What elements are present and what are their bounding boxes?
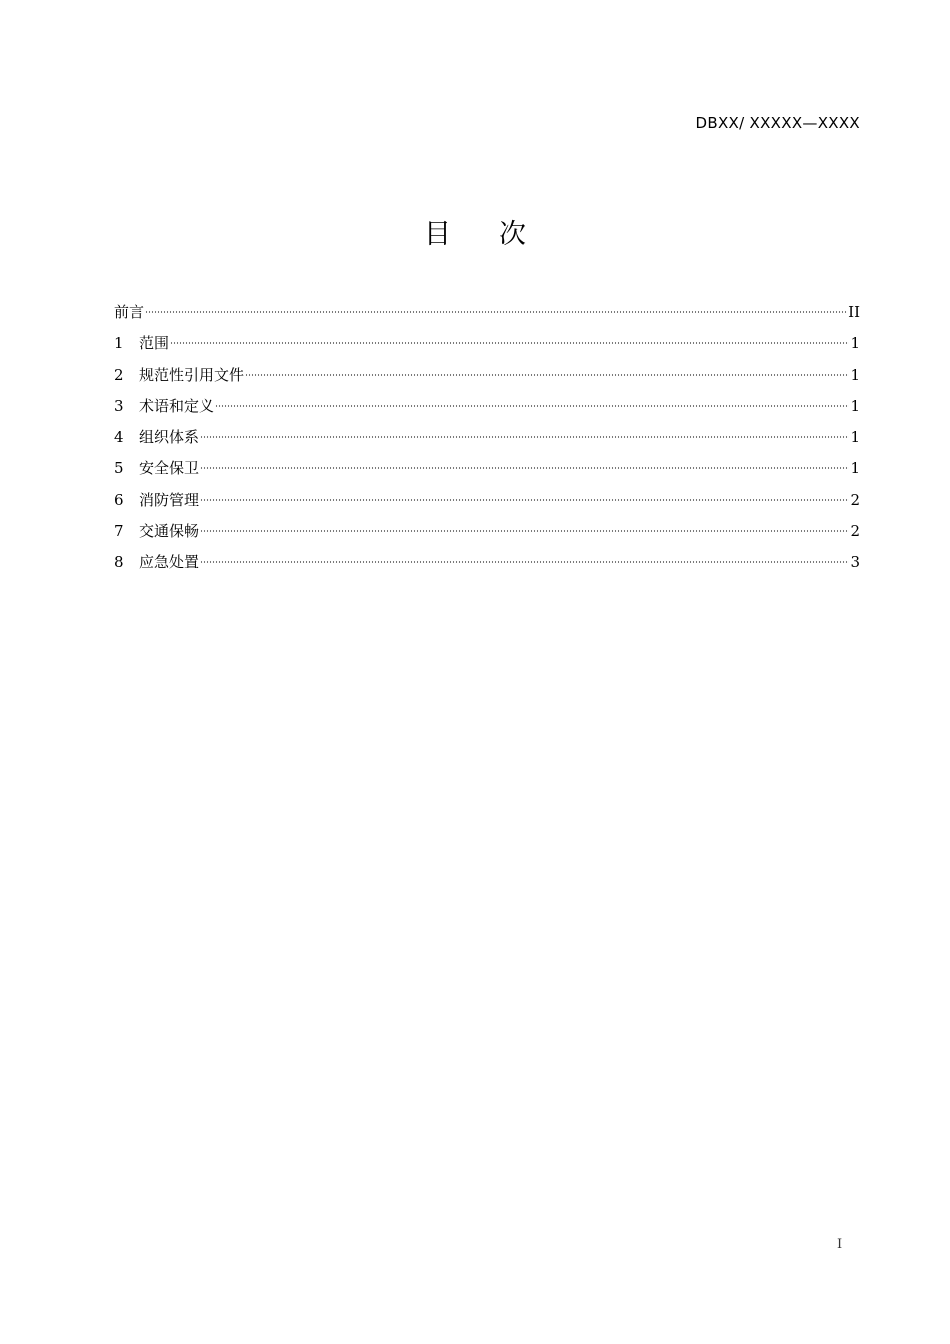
toc-dot-leader	[245, 373, 849, 377]
toc-dot-leader	[200, 435, 849, 439]
toc-dot-leader	[200, 498, 849, 502]
toc-entry-label: 范围	[139, 334, 170, 353]
toc-entry-6[interactable]	[114, 488, 860, 519]
toc-entry-label: 消防管理	[139, 490, 200, 509]
toc-entry-number: 1	[114, 334, 124, 353]
title-char-2: 次	[499, 219, 526, 250]
toc-entry-number: 8	[114, 553, 124, 572]
toc-entry-number: 6	[114, 490, 124, 509]
toc-entry-1[interactable]	[114, 331, 860, 362]
toc-entry-5[interactable]	[114, 456, 860, 487]
toc-entry-number: 7	[114, 522, 124, 541]
toc-dot-leader	[145, 310, 847, 314]
toc-entry-label: 组织体系	[139, 428, 200, 447]
toc-entry-8[interactable]	[114, 550, 860, 581]
toc-entry-label: 交通保畅	[139, 522, 200, 541]
toc-entry-foreword[interactable]	[114, 300, 860, 331]
toc-entry-label: 前言	[114, 303, 145, 321]
toc-entry-page: 1	[850, 459, 860, 478]
toc-entry-page: 2	[850, 522, 860, 541]
toc-entry-label: 规范性引用文件	[139, 365, 245, 384]
title-char-1: 目	[424, 219, 451, 250]
toc-entry-page: 2	[850, 490, 860, 509]
toc-entry-page: 1	[850, 365, 860, 384]
toc-dot-leader	[215, 404, 849, 408]
toc-entry-number: 5	[114, 459, 124, 478]
toc-entry-page: 1	[850, 334, 860, 353]
toc-entry-4[interactable]	[114, 425, 860, 456]
toc-dot-leader	[200, 466, 849, 470]
toc-dot-leader	[200, 560, 849, 564]
page-title	[0, 212, 950, 251]
toc-entry-page: 3	[850, 553, 860, 572]
toc-entry-2[interactable]	[114, 363, 860, 394]
toc-entry-label: 安全保卫	[139, 459, 200, 478]
toc-entry-number: 3	[114, 396, 124, 415]
toc-entry-3[interactable]	[114, 394, 860, 425]
toc-entry-label: 应急处置	[139, 553, 200, 572]
page-number: I	[837, 1237, 843, 1252]
table-of-contents	[114, 300, 860, 582]
toc-entry-page: 1	[850, 396, 860, 415]
document-code: DBXX/ XXXXX—XXXX	[695, 114, 860, 132]
toc-dot-leader	[170, 341, 849, 345]
toc-entry-page: 1	[850, 428, 860, 447]
toc-entry-page: II	[848, 303, 860, 321]
toc-entry-number: 2	[114, 365, 124, 384]
toc-dot-leader	[200, 529, 849, 533]
toc-entry-7[interactable]	[114, 519, 860, 550]
toc-entry-number: 4	[114, 428, 124, 447]
toc-entry-label: 术语和定义	[139, 396, 215, 415]
